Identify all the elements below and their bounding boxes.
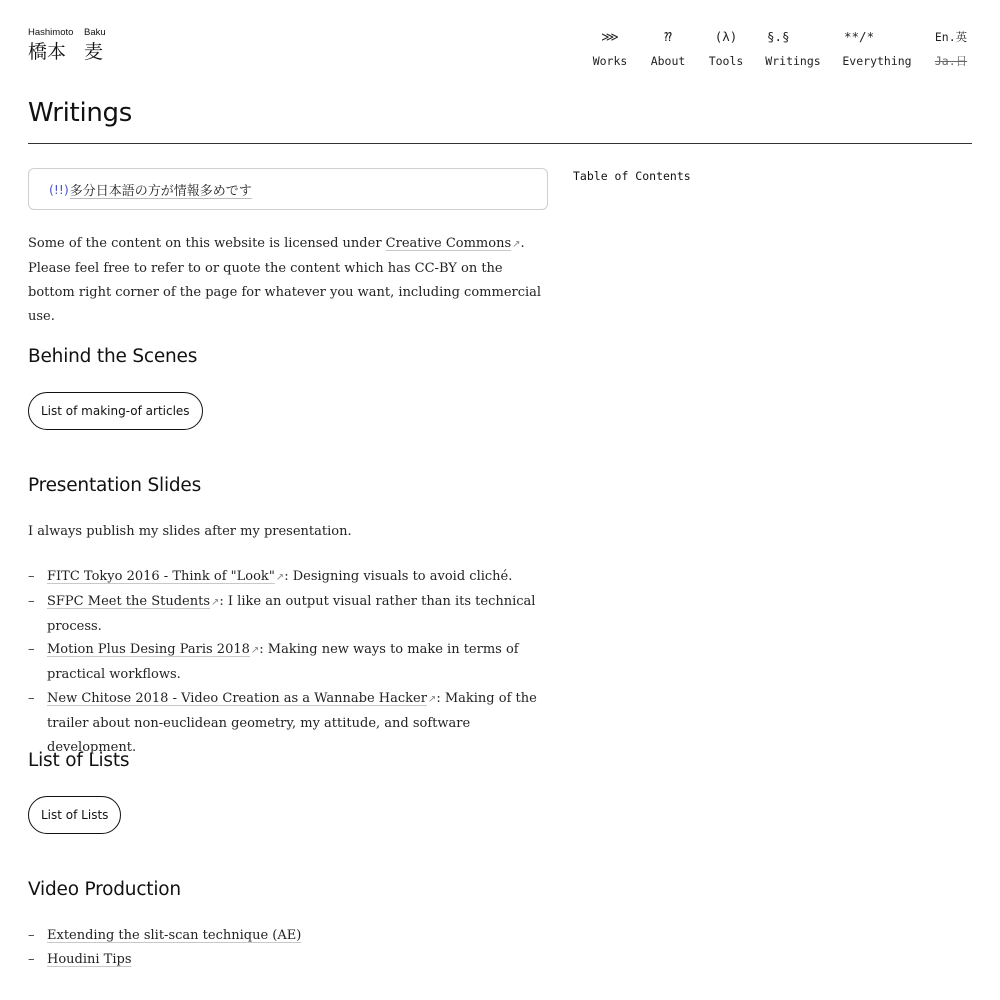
list-item: [28, 590, 552, 639]
heading-video-production: Video Production: [28, 879, 181, 900]
page-title: Writings: [28, 98, 132, 128]
slide-desc: : Making new ways to make in terms of practical workflows.: [47, 642, 519, 683]
intro-text-after: . Please feel free to refer to or quote the content which has CC-BY on the bottom right corner of the page for whatever you want, including commercial use.: [28, 236, 542, 324]
dash-bullet: –: [28, 642, 35, 658]
writings-icon: §.§: [767, 29, 790, 44]
site-logo[interactable]: [28, 27, 118, 67]
nav-tools[interactable]: [705, 28, 747, 68]
slide-link-fitc[interactable]: FITC Tokyo 2016 - Think of "Look": [47, 569, 275, 584]
intro-text-before: Some of the content on this website is licensed under: [28, 236, 386, 251]
slides-lead: I always publish my slides after my presentation.: [28, 524, 352, 539]
notice-japanese-link[interactable]: 多分日本語の方が情報多めです: [69, 183, 252, 199]
nav-writings[interactable]: [764, 28, 822, 68]
dash-bullet: –: [28, 593, 35, 609]
nav-about[interactable]: [648, 28, 688, 68]
nav-label-tools: Tools: [708, 54, 744, 68]
arrow-up-right-icon: ↗: [211, 596, 220, 608]
language-switcher: [931, 28, 971, 68]
arrow-up-right-icon: ↗: [512, 239, 521, 250]
lang-en-link[interactable]: En.英: [934, 30, 968, 44]
nav-everything[interactable]: [841, 28, 913, 68]
nav-works[interactable]: [590, 28, 630, 68]
dash-bullet: –: [28, 690, 35, 706]
slide-link-new-chitose[interactable]: New Chitose 2018 - Video Creation as a Wannabe Hacker: [47, 690, 427, 706]
list-item: [28, 687, 552, 759]
nav-label-everything: Everything: [842, 54, 912, 68]
logo-kanji-given: 麦: [84, 41, 104, 63]
heading-list-of-lists: List of Lists: [28, 750, 130, 771]
slides-list: [28, 565, 552, 759]
nav-label-about: About: [650, 54, 686, 68]
list-item: [28, 565, 552, 590]
slide-desc: : Designing visuals to avoid cliché.: [284, 569, 513, 584]
nav-label-writings: Writings: [765, 54, 821, 68]
about-icon: ⁇: [664, 29, 672, 44]
dash-bullet: –: [28, 951, 35, 967]
slide-desc: : I like an output visual rather than its technical process.: [47, 593, 536, 634]
intro-paragraph: [28, 232, 552, 329]
logo-romaji-given: Baku: [84, 27, 106, 38]
logo-kanji-family: 橋本: [28, 41, 67, 63]
lang-ja-link[interactable]: Ja.日: [934, 54, 968, 68]
slide-link-sfpc[interactable]: SFPC Meet the Students: [47, 593, 211, 609]
creative-commons-link[interactable]: Creative Commons: [385, 236, 512, 251]
making-of-articles-button[interactable]: List of making-of articles: [28, 392, 203, 430]
dash-bullet: –: [28, 928, 35, 943]
video-list: [28, 924, 552, 972]
arrow-up-right-icon: ↗: [275, 572, 285, 583]
tools-icon: (λ): [714, 29, 738, 44]
video-link-slit-scan[interactable]: Extending the slit-scan technique (AE): [47, 928, 302, 943]
everything-icon: **/*: [844, 29, 875, 44]
logo-romaji-family: Hashimoto: [28, 27, 74, 38]
video-link-houdini[interactable]: Houdini Tips: [47, 951, 132, 967]
title-divider: [28, 143, 972, 144]
language-notice: [28, 168, 548, 210]
arrow-up-right-icon: ↗: [250, 645, 260, 657]
slide-desc: : Making of the trailer about non-euclidean geometry, my attitude, and software development.: [47, 690, 537, 755]
toc-title: Table of Contents: [573, 169, 691, 183]
slide-link-motion-plus[interactable]: Motion Plus Desing Paris 2018: [47, 642, 250, 658]
list-of-lists-button[interactable]: List of Lists: [28, 796, 121, 834]
list-item: [28, 924, 552, 948]
list-item: [28, 948, 552, 972]
works-icon: ⋙: [601, 29, 619, 44]
dash-bullet: –: [28, 569, 35, 584]
list-item: [28, 638, 552, 687]
arrow-up-right-icon: ↗: [427, 693, 437, 705]
notice-mark-icon: (!!): [49, 181, 69, 197]
heading-presentation-slides: Presentation Slides: [28, 475, 202, 496]
heading-behind-the-scenes: Behind the Scenes: [28, 346, 198, 367]
nav-label-works: Works: [592, 54, 628, 68]
